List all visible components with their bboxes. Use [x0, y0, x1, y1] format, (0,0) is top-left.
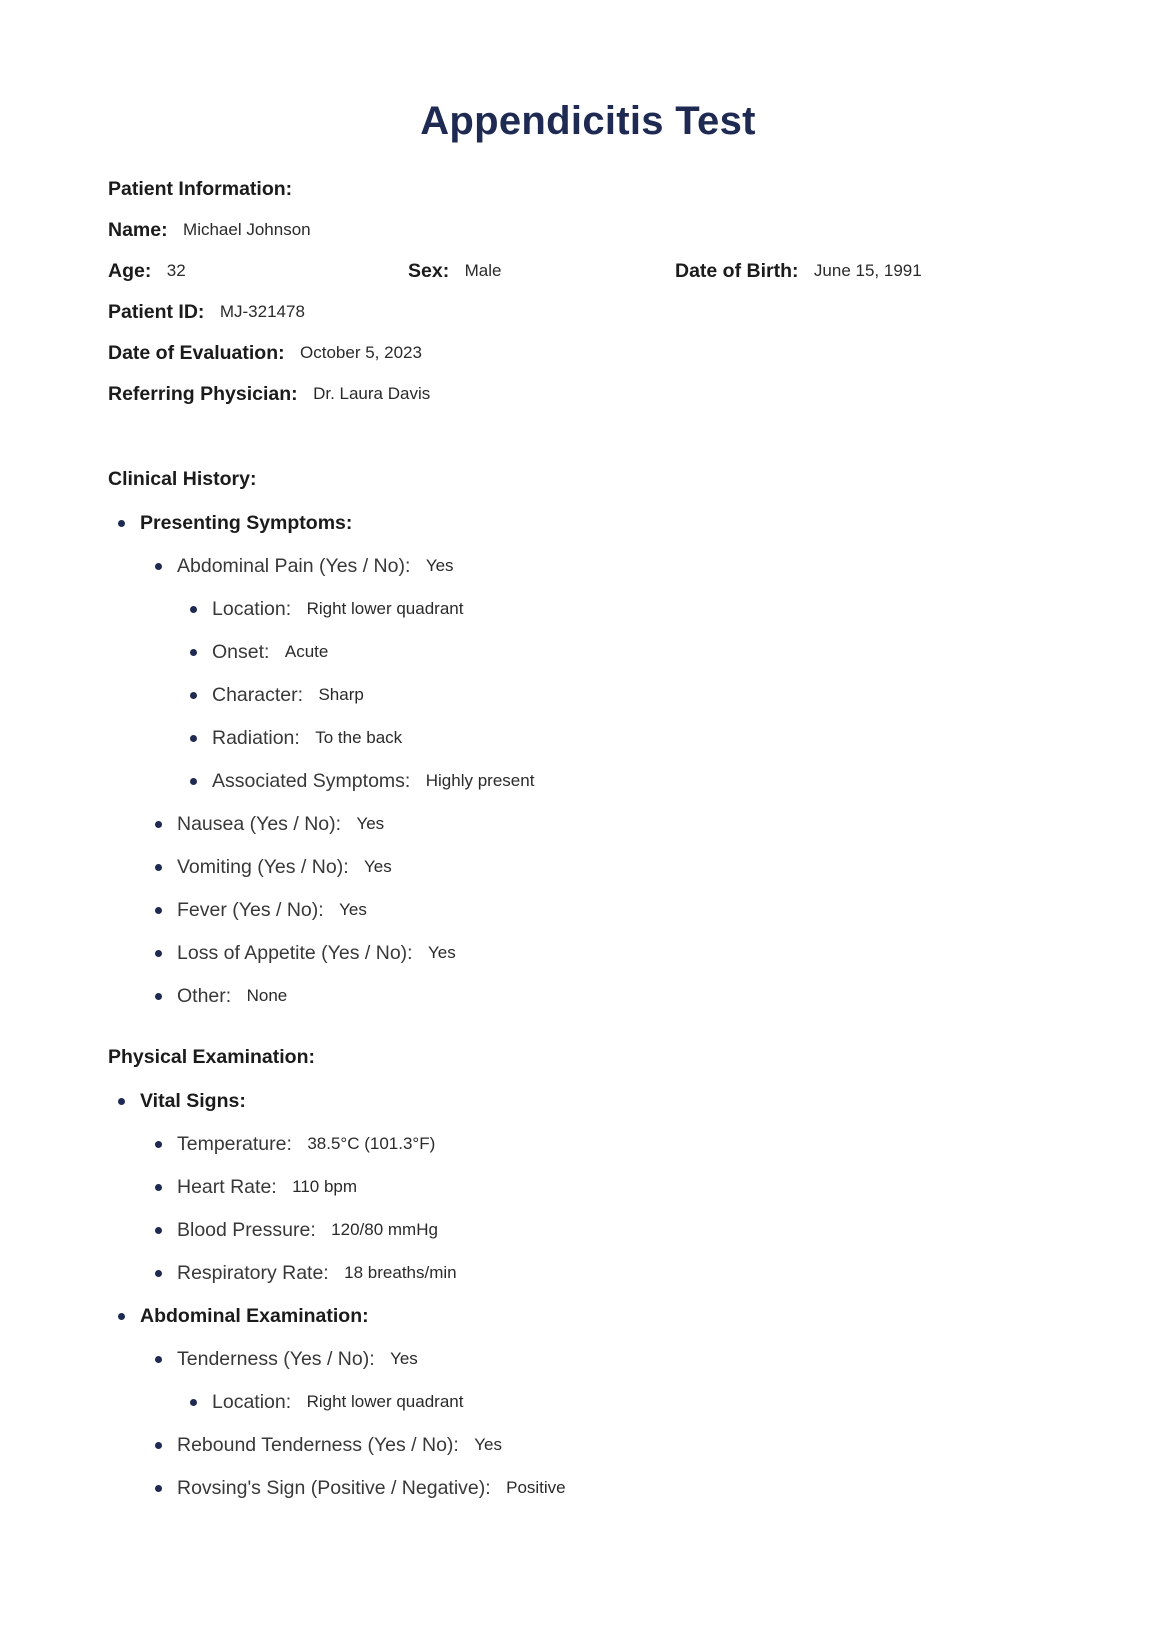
respiratory-rate-label: Respiratory Rate: — [177, 1262, 329, 1284]
loss-of-appetite-value: Yes — [428, 943, 456, 962]
patient-id-value: MJ-321478 — [219, 302, 305, 321]
vital-signs-list — [140, 1133, 1068, 1285]
date-of-evaluation-value: October 5, 2023 — [300, 343, 422, 362]
rebound-tenderness-item — [155, 1434, 1068, 1457]
name-value: Michael Johnson — [183, 220, 311, 239]
physical-examination-section — [108, 1046, 1068, 1500]
tenderness-location-label: Location: — [212, 1391, 292, 1413]
physical-examination-list — [108, 1090, 1068, 1500]
temperature-label: Temperature: — [177, 1133, 292, 1155]
abdominal-examination-item — [118, 1305, 1068, 1500]
heart-rate-label: Heart Rate: — [177, 1176, 277, 1198]
fever-value: Yes — [339, 900, 367, 919]
presenting-symptoms-list — [140, 555, 1068, 1008]
temperature-value: 38.5°C (101.3°F) — [307, 1134, 436, 1153]
vital-signs-heading: Vital Signs: — [140, 1090, 246, 1112]
respiratory-rate-item — [155, 1262, 1068, 1285]
date-of-birth-label: Date of Birth: — [675, 260, 799, 282]
temperature-item — [155, 1133, 1068, 1156]
loss-of-appetite-item — [155, 942, 1068, 965]
pain-character-label: Character: — [212, 684, 304, 706]
patient-id-field — [108, 301, 1068, 324]
pain-onset-label: Onset: — [212, 641, 270, 663]
tenderness-item — [155, 1348, 1068, 1414]
abdominal-pain-item — [155, 555, 1068, 793]
tenderness-location-item — [190, 1391, 1068, 1414]
clinical-history-section — [108, 468, 1068, 1008]
heart-rate-value: 110 bpm — [292, 1177, 358, 1196]
clinical-history-heading: Clinical History: — [108, 468, 257, 490]
pain-onset-value: Acute — [284, 642, 329, 661]
presenting-symptoms-heading: Presenting Symptoms: — [140, 512, 353, 534]
fever-label: Fever (Yes / No): — [177, 899, 324, 921]
pain-associated-symptoms-label: Associated Symptoms: — [212, 770, 411, 792]
abdominal-pain-details-list — [177, 598, 1068, 793]
pain-character-item — [190, 684, 1068, 707]
age-field — [108, 260, 408, 283]
pain-radiation-item — [190, 727, 1068, 750]
date-of-evaluation-field — [108, 342, 1068, 365]
vomiting-value: Yes — [364, 857, 392, 876]
heart-rate-item — [155, 1176, 1068, 1199]
pain-location-item — [190, 598, 1068, 621]
abdominal-pain-label: Abdominal Pain (Yes / No): — [177, 555, 411, 577]
abdominal-examination-list — [140, 1348, 1068, 1500]
age-sex-dob-row — [108, 260, 1068, 283]
pain-onset-item — [190, 641, 1068, 664]
vomiting-item — [155, 856, 1068, 879]
document-title: Appendicitis Test — [420, 99, 756, 143]
vomiting-label: Vomiting (Yes / No): — [177, 856, 349, 878]
other-symptoms-label: Other: — [177, 985, 232, 1007]
patient-id-label: Patient ID: — [108, 301, 205, 323]
referring-physician-label: Referring Physician: — [108, 383, 298, 405]
name-field — [108, 219, 1068, 242]
sex-field — [408, 260, 675, 283]
rovsings-sign-label: Rovsing's Sign (Positive / Negative): — [177, 1477, 491, 1499]
date-of-birth-value: June 15, 1991 — [813, 261, 922, 280]
patient-information-section — [108, 178, 1068, 406]
clinical-history-list — [108, 512, 1068, 1008]
pain-location-value: Right lower quadrant — [306, 599, 464, 618]
age-label: Age: — [108, 260, 152, 282]
pain-associated-symptoms-value: Highly present — [425, 771, 535, 790]
rovsings-sign-item — [155, 1477, 1068, 1500]
pain-character-value: Sharp — [318, 685, 364, 704]
name-label: Name: — [108, 219, 168, 241]
patient-information-heading: Patient Information: — [108, 178, 293, 200]
date-of-birth-field — [675, 260, 922, 283]
fever-item — [155, 899, 1068, 922]
referring-physician-value: Dr. Laura Davis — [313, 384, 431, 403]
loss-of-appetite-label: Loss of Appetite (Yes / No): — [177, 942, 413, 964]
pain-radiation-value: To the back — [315, 728, 403, 747]
other-symptoms-value: None — [246, 986, 288, 1005]
other-symptoms-item — [155, 985, 1068, 1008]
abdominal-pain-value: Yes — [425, 556, 454, 575]
blood-pressure-item — [155, 1219, 1068, 1242]
sex-value: Male — [464, 261, 502, 280]
nausea-label: Nausea (Yes / No): — [177, 813, 342, 835]
physical-examination-heading: Physical Examination: — [108, 1046, 315, 1068]
tenderness-value: Yes — [390, 1349, 418, 1368]
tenderness-location-value: Right lower quadrant — [306, 1392, 464, 1411]
rovsings-sign-value: Positive — [506, 1478, 566, 1497]
rebound-tenderness-label: Rebound Tenderness (Yes / No): — [177, 1434, 459, 1456]
pain-radiation-label: Radiation: — [212, 727, 300, 749]
respiratory-rate-value: 18 breaths/min — [344, 1263, 457, 1282]
tenderness-details-list — [177, 1391, 1068, 1414]
presenting-symptoms-item — [118, 512, 1068, 1008]
tenderness-label: Tenderness (Yes / No): — [177, 1348, 375, 1370]
date-of-evaluation-label: Date of Evaluation: — [108, 342, 285, 364]
vital-signs-item — [118, 1090, 1068, 1285]
nausea-item — [155, 813, 1068, 836]
age-value: 32 — [166, 261, 186, 280]
referring-physician-field — [108, 383, 1068, 406]
pain-associated-symptoms-item — [190, 770, 1068, 793]
sex-label: Sex: — [408, 260, 450, 282]
nausea-value: Yes — [356, 814, 385, 833]
rebound-tenderness-value: Yes — [474, 1435, 503, 1454]
abdominal-examination-heading: Abdominal Examination: — [140, 1305, 369, 1327]
pain-location-label: Location: — [212, 598, 292, 620]
blood-pressure-value: 120/80 mmHg — [331, 1220, 438, 1239]
blood-pressure-label: Blood Pressure: — [177, 1219, 316, 1241]
